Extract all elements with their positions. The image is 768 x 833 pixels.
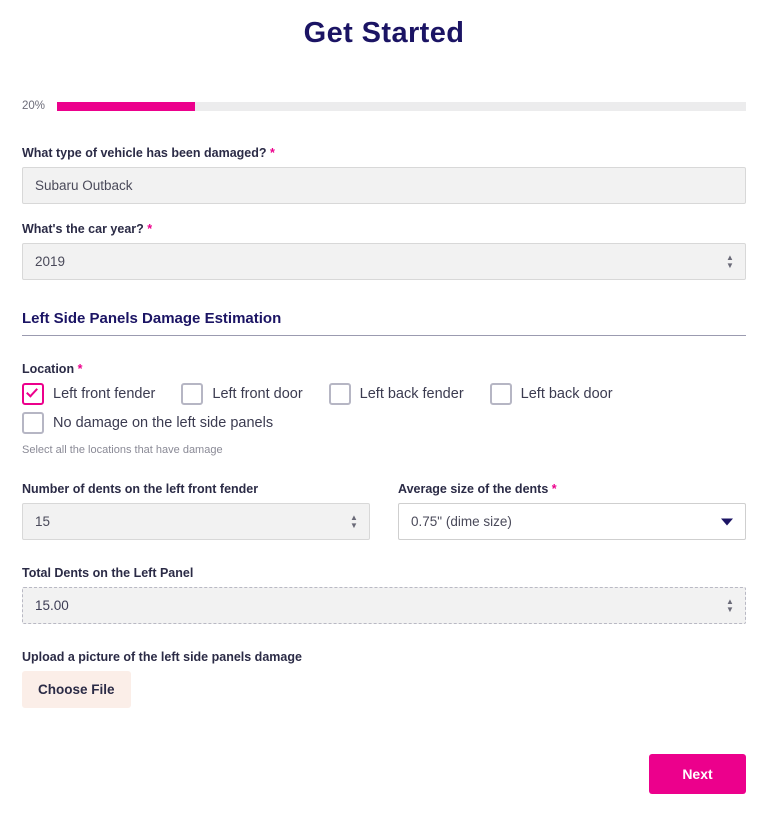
checkbox-label: Left front door bbox=[212, 386, 303, 402]
dent-count-input-wrap bbox=[22, 503, 370, 540]
checkbox-label: Left back door bbox=[520, 386, 613, 402]
next-button[interactable]: Next bbox=[649, 754, 746, 794]
required-asterisk: * bbox=[147, 222, 153, 236]
car-year-input[interactable] bbox=[22, 243, 746, 280]
upload-label: Upload a picture of the left side panels damage bbox=[22, 650, 302, 664]
progress-fill bbox=[57, 102, 195, 111]
car-year-label-text: What's the car year? bbox=[22, 222, 144, 236]
chevron-down-icon[interactable]: ▼ bbox=[350, 520, 358, 530]
checkbox-left-back-door[interactable] bbox=[490, 383, 613, 405]
stepper-icon bbox=[724, 596, 736, 616]
chevron-up-icon[interactable]: ▲ bbox=[350, 512, 358, 522]
checkbox-icon[interactable] bbox=[22, 383, 44, 405]
checkbox-icon[interactable] bbox=[490, 383, 512, 405]
dent-size-select-wrap bbox=[398, 503, 746, 540]
checkbox-left-front-fender[interactable] bbox=[22, 383, 155, 405]
field-car-year bbox=[22, 222, 746, 280]
chevron-up-icon: ▲ bbox=[726, 596, 734, 606]
checkbox-label: Left front fender bbox=[53, 386, 156, 402]
field-dent-count bbox=[22, 482, 370, 540]
checkbox-icon[interactable] bbox=[22, 412, 44, 434]
checkbox-label: Left back fender bbox=[359, 386, 464, 402]
field-location bbox=[22, 362, 746, 456]
field-vehicle-type bbox=[22, 146, 746, 204]
chevron-down-icon[interactable] bbox=[721, 518, 733, 525]
choose-file-button[interactable]: Choose File bbox=[22, 671, 131, 708]
progress-bar bbox=[22, 100, 746, 112]
car-year-label bbox=[22, 222, 746, 236]
total-dents-input-wrap bbox=[22, 587, 746, 624]
dent-size-select[interactable]: 0.75" (dime size) bbox=[398, 503, 746, 540]
field-total-dents bbox=[22, 566, 746, 624]
form-page bbox=[0, 17, 768, 833]
checkbox-icon[interactable] bbox=[181, 383, 203, 405]
chevron-down-icon[interactable]: ▼ bbox=[726, 260, 734, 270]
location-label bbox=[22, 362, 746, 376]
required-asterisk: * bbox=[77, 362, 83, 376]
form-footer bbox=[22, 754, 746, 794]
field-upload bbox=[22, 650, 746, 708]
section-heading: Left Side Panels Damage Estimation bbox=[22, 310, 746, 336]
total-dents-input bbox=[22, 587, 746, 624]
chevron-down-icon: ▼ bbox=[726, 604, 734, 614]
checkbox-icon[interactable] bbox=[329, 383, 351, 405]
location-checkbox-row-2 bbox=[22, 412, 746, 434]
required-asterisk: * bbox=[551, 482, 557, 496]
chevron-up-icon[interactable]: ▲ bbox=[726, 252, 734, 262]
dent-size-label bbox=[398, 482, 746, 496]
checkbox-left-back-fender[interactable] bbox=[329, 383, 464, 405]
progress-percent-label: 20% bbox=[22, 100, 46, 112]
dents-row bbox=[22, 482, 746, 540]
checkbox-left-front-door[interactable] bbox=[181, 383, 302, 405]
vehicle-type-input[interactable] bbox=[22, 167, 746, 204]
dent-count-label: Number of dents on the left front fender bbox=[22, 482, 259, 496]
progress-track bbox=[57, 102, 746, 111]
checkbox-label: No damage on the left side panels bbox=[53, 415, 274, 431]
vehicle-type-input-wrap bbox=[22, 167, 746, 204]
vehicle-type-label bbox=[22, 146, 746, 160]
stepper-icon[interactable] bbox=[348, 512, 360, 532]
dent-size-label-text: Average size of the dents bbox=[398, 482, 549, 496]
location-hint: Select all the locations that have damage bbox=[22, 444, 223, 456]
stepper-icon[interactable] bbox=[724, 252, 736, 272]
location-label-text: Location bbox=[22, 362, 75, 376]
car-year-input-wrap bbox=[22, 243, 746, 280]
vehicle-type-label-text: What type of vehicle has been damaged? bbox=[22, 146, 267, 160]
checkbox-no-damage[interactable] bbox=[22, 412, 273, 434]
total-dents-label: Total Dents on the Left Panel bbox=[22, 566, 194, 580]
page-title: Get Started bbox=[303, 17, 465, 49]
required-asterisk: * bbox=[270, 146, 275, 160]
dent-count-input[interactable] bbox=[22, 503, 370, 540]
form-content bbox=[0, 100, 768, 794]
field-dent-size bbox=[398, 482, 746, 540]
location-checkbox-row-1 bbox=[22, 383, 746, 405]
